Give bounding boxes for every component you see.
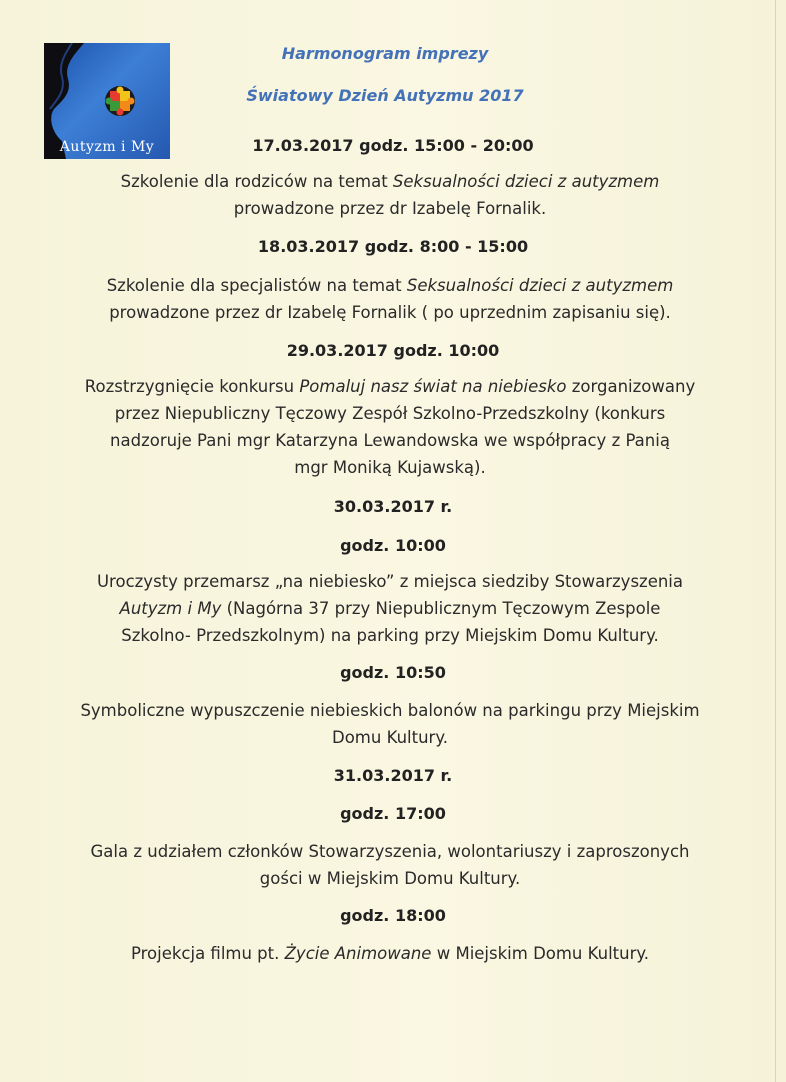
event-2-topic: Seksualności dzieci z autyzmem — [406, 276, 674, 295]
event-4-time: godz. 10:00 — [340, 536, 446, 555]
event-5-line-1: Symboliczne wypuszczenie niebieskich balonów na parkingu przy Miejskim — [80, 701, 700, 720]
event-7-description — [40, 940, 740, 967]
event-2-line-1 — [40, 272, 740, 299]
event-7-film-title: Życie Animowane — [284, 944, 432, 963]
event-6-description — [40, 838, 740, 892]
event-6-time: godz. 17:00 — [340, 804, 446, 823]
event-1-line-1 — [40, 168, 740, 195]
event-2-datetime: 18.03.2017 godz. 8:00 - 15:00 — [257, 237, 529, 256]
event-7-time: godz. 18:00 — [340, 906, 446, 925]
event-3-contest-name: Pomaluj nasz świat na niebiesko — [299, 377, 567, 396]
event-3-text-c: zorganizowany — [566, 377, 696, 396]
logo-text: Autyzm i My — [59, 139, 155, 155]
event-1-line-2: prowadzone przez dr Izabelę Fornalik. — [233, 199, 547, 218]
event-6-date: 31.03.2017 r. — [333, 766, 453, 785]
event-1-topic: Seksualności dzieci z autyzmem — [392, 172, 660, 191]
page-title-line-1: Harmonogram imprezy — [281, 44, 489, 63]
event-3-line-3: nadzoruje Pani mgr Katarzyna Lewandowska we współpracy z Panią — [110, 431, 670, 450]
event-3-line-4: mgr Moniką Kujawską). — [294, 458, 486, 477]
event-3-description — [40, 373, 740, 481]
event-4-text-b: (Nagórna 37 przy Niepublicznym Tęczowym Zespole — [221, 599, 661, 618]
event-2-text-a: Szkolenie dla specjalistów na temat — [106, 276, 407, 295]
page-title-line-2: Światowy Dzień Autyzmu 2017 — [246, 86, 524, 105]
puzzle-icon — [105, 86, 135, 116]
event-4-date: 30.03.2017 r. — [333, 497, 453, 516]
event-2-line-2: prowadzone przez dr Izabelę Fornalik ( po uprzednim zapisaniu się). — [109, 303, 671, 322]
event-3-text-a: Rozstrzygnięcie konkursu — [84, 377, 300, 396]
event-7-line-1 — [40, 940, 740, 967]
event-4-line-2 — [40, 595, 740, 622]
event-1-description — [40, 168, 740, 222]
event-7-text-a: Projekcja filmu pt. — [130, 944, 285, 963]
event-5-line-2: Domu Kultury. — [332, 728, 448, 747]
event-7-text-c: w Miejskim Domu Kultury. — [431, 944, 650, 963]
event-3-line-1 — [40, 373, 740, 400]
event-6-line-1: Gala z udziałem członków Stowarzyszenia, wolontariuszy i zaproszonych — [90, 842, 690, 861]
event-1-text-a: Szkolenie dla rodziców na temat — [120, 172, 393, 191]
event-4-line-3: Szkolno- Przedszkolnym) na parking przy Miejskim Domu Kultury. — [121, 626, 659, 645]
event-1-datetime: 17.03.2017 godz. 15:00 - 20:00 — [252, 136, 534, 155]
event-5-description — [40, 697, 740, 751]
event-4-association-name: Autyzm i My — [119, 599, 222, 618]
event-5-time: godz. 10:50 — [340, 663, 446, 682]
event-2-description — [40, 272, 740, 326]
event-3-line-2: przez Niepubliczny Tęczowy Zespół Szkolno-Przedszkolny (konkurs — [114, 404, 666, 423]
event-3-datetime: 29.03.2017 godz. 10:00 — [286, 341, 500, 360]
event-4-description — [40, 568, 740, 649]
event-6-line-2: gości w Miejskim Domu Kultury. — [259, 869, 521, 888]
event-4-line-1: Uroczysty przemarsz „na niebiesko” z miejsca siedziby Stowarzyszenia — [96, 572, 684, 591]
